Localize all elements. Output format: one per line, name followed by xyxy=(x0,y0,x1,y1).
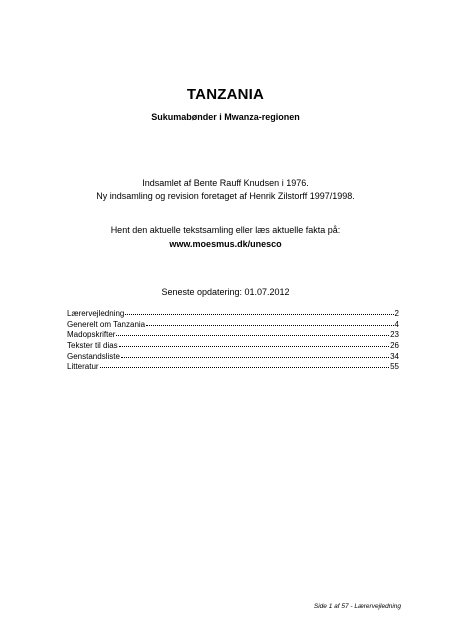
toc-leader-dots xyxy=(116,328,389,336)
toc-entry-page: 55 xyxy=(390,362,399,372)
revision-line: Ny indsamling og revision foretaget af Henrik Zilstorff 1997/1998. xyxy=(96,191,355,201)
toc-entry-label: Lærervejledning xyxy=(67,309,125,318)
toc-entry-page: 23 xyxy=(390,330,399,340)
toc-leader-dots xyxy=(146,318,393,326)
toc-leader-dots xyxy=(100,360,390,368)
table-of-contents xyxy=(67,308,399,372)
toc-entry-label: Madopskrifter xyxy=(67,330,116,340)
toc-entry-page: 4 xyxy=(394,319,399,329)
page-title: TANZANIA xyxy=(186,86,265,103)
website-link[interactable]: www.moesmus.dk/unesco xyxy=(169,239,282,249)
toc-entry-page: 26 xyxy=(390,341,399,351)
toc-leader-dots xyxy=(119,339,389,347)
toc-entry[interactable] xyxy=(67,361,399,372)
page-subtitle: Sukumabønder i Mwanza-regionen xyxy=(151,112,300,122)
toc-entry-label: Generelt om Tanzania xyxy=(67,319,146,329)
toc-entry-page: 2 xyxy=(394,309,399,318)
toc-leader-dots xyxy=(125,307,393,315)
download-instruction: Hent den aktuelle tekstsamling eller læs aktuelle fakta på: xyxy=(110,225,341,235)
toc-entry-label: Litteratur xyxy=(67,362,99,372)
last-updated: Seneste opdatering: 01.07.2012 xyxy=(161,287,290,297)
page-footer: Side 1 af 57 - Lærervejledning xyxy=(313,603,401,610)
toc-entry-page: 34 xyxy=(390,351,399,361)
toc-entry-label: Tekster til dias xyxy=(67,341,118,351)
collected-by-line: Indsamlet af Bente Rauff Knudsen i 1976. xyxy=(142,178,309,188)
toc-entry-label: Genstandsliste xyxy=(67,351,120,361)
toc-leader-dots xyxy=(121,350,389,358)
